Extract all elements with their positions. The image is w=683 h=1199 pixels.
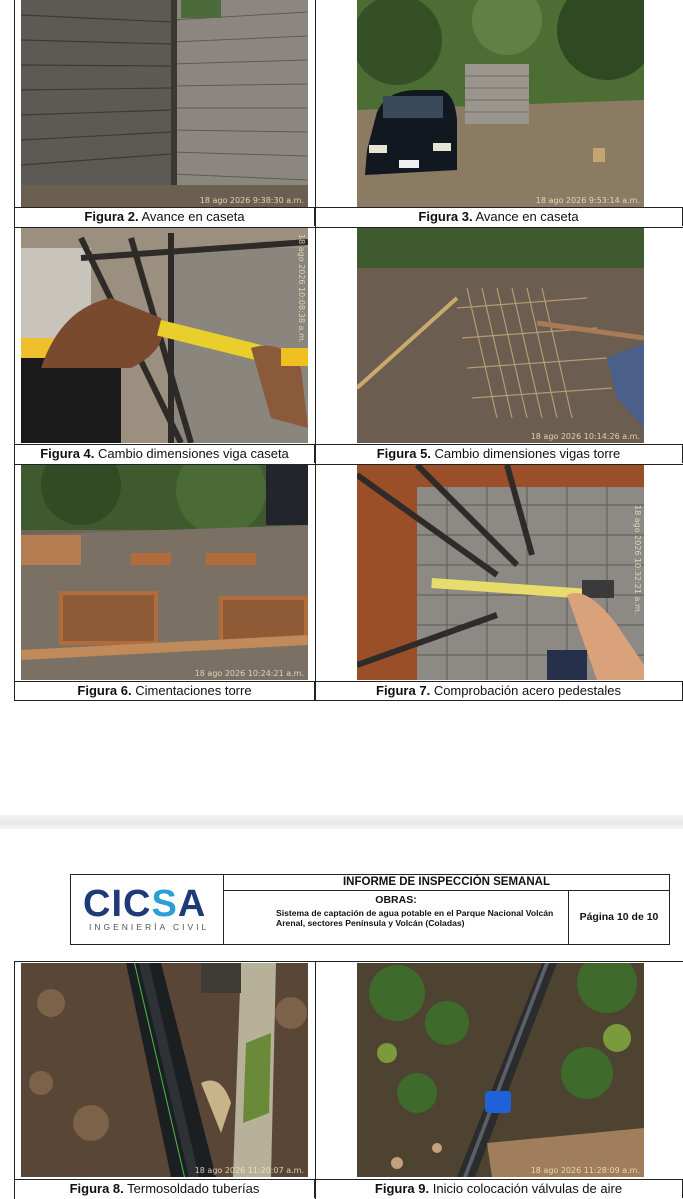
grid-line: [315, 0, 316, 701]
photo-figure-7: [357, 465, 644, 680]
figure-label: Figura 9.: [374, 1181, 430, 1196]
obras-description: Sistema de captación de agua potable en el Parque Nacional Volcán Arenal, sectores Península y Volcán (Coladas): [276, 908, 554, 928]
figure-6-caption: [14, 681, 315, 701]
photo-figure-6: [21, 465, 308, 680]
figure-label: Figura 7.: [376, 683, 431, 698]
page-number: Página 10 de 10: [579, 911, 659, 923]
photo-figure-9: [357, 963, 644, 1177]
figure-label: Figura 8.: [69, 1181, 124, 1196]
logo-letters-end: A: [177, 883, 207, 925]
grid-line: [14, 961, 683, 962]
page-separator: [0, 815, 683, 829]
figure-caption-text: Cimentaciones torre: [135, 683, 252, 698]
grid-line: [14, 961, 15, 1199]
photo-timestamp: 18 ago 2026 11:20:07 a.m.: [194, 1166, 304, 1175]
photo-figure-8: [21, 963, 308, 1177]
figure-label: Figura 4.: [40, 446, 95, 461]
logo-accent-letter: S: [151, 883, 178, 925]
grid-line: [315, 961, 316, 1199]
company-logo: [71, 875, 224, 944]
obras-label: OBRAS:: [375, 894, 417, 906]
figure-caption-text: Avance en caseta: [141, 209, 245, 224]
figure-3-caption: [315, 207, 683, 226]
figure-caption-text: Comprobación acero pedestales: [433, 683, 621, 698]
photo-timestamp: 18 ago 2026 11:28:09 a.m.: [530, 1166, 640, 1175]
photo-timestamp: 18 ago 2026 9:38:30 a.m.: [199, 196, 304, 205]
photo-timestamp: 18 ago 2026 10:08:38 a.m.: [297, 234, 306, 344]
logo-wordmark: [83, 883, 206, 926]
grid-line: [14, 227, 683, 228]
photo-timestamp: 18 ago 2026 10:14:26 a.m.: [530, 432, 640, 441]
photo-timestamp: 18 ago 2026 10:32:21 a.m.: [633, 505, 642, 615]
photo-figure-4: [21, 228, 308, 443]
figure-label: Figura 5.: [376, 446, 431, 461]
report-page-bottom: [0, 829, 683, 1199]
figure-9-caption: [315, 1179, 683, 1198]
figure-5-caption: [315, 444, 683, 463]
grid-line: [14, 464, 683, 465]
report-header: [70, 874, 670, 945]
grid-line: [14, 0, 15, 701]
logo-letters: CIC: [83, 883, 152, 925]
figure-2-caption: [14, 207, 315, 226]
photo-figure-3: [357, 0, 644, 207]
photo-figure-2: [21, 0, 308, 207]
figure-8-caption: [14, 1179, 315, 1198]
figure-caption-text: Cambio dimensiones vigas torre: [434, 446, 621, 461]
figure-caption-text: Avance en caseta: [475, 209, 579, 224]
logo-subtitle: INGENIERÍA CIVIL: [89, 922, 210, 932]
figure-4-caption: [14, 444, 315, 463]
photo-figure-5: [357, 228, 644, 443]
report-title: INFORME DE INSPECCIÓN SEMANAL: [224, 875, 669, 891]
figure-caption-text: Termosoldado tuberías: [127, 1181, 260, 1196]
photo-timestamp: 18 ago 2026 9:53:14 a.m.: [535, 196, 640, 205]
photo-timestamp: 18 ago 2026 10:24:21 a.m.: [194, 669, 304, 678]
figure-label: Figura 3.: [418, 209, 473, 224]
figure-label: Figura 2.: [84, 209, 139, 224]
obras-cell: [224, 891, 569, 944]
figure-caption-text: Inicio colocación válvulas de aire: [432, 1181, 623, 1196]
figure-label: Figura 6.: [77, 683, 132, 698]
figure-caption-text: Cambio dimensiones viga caseta: [98, 446, 289, 461]
figure-7-caption: [315, 681, 683, 701]
